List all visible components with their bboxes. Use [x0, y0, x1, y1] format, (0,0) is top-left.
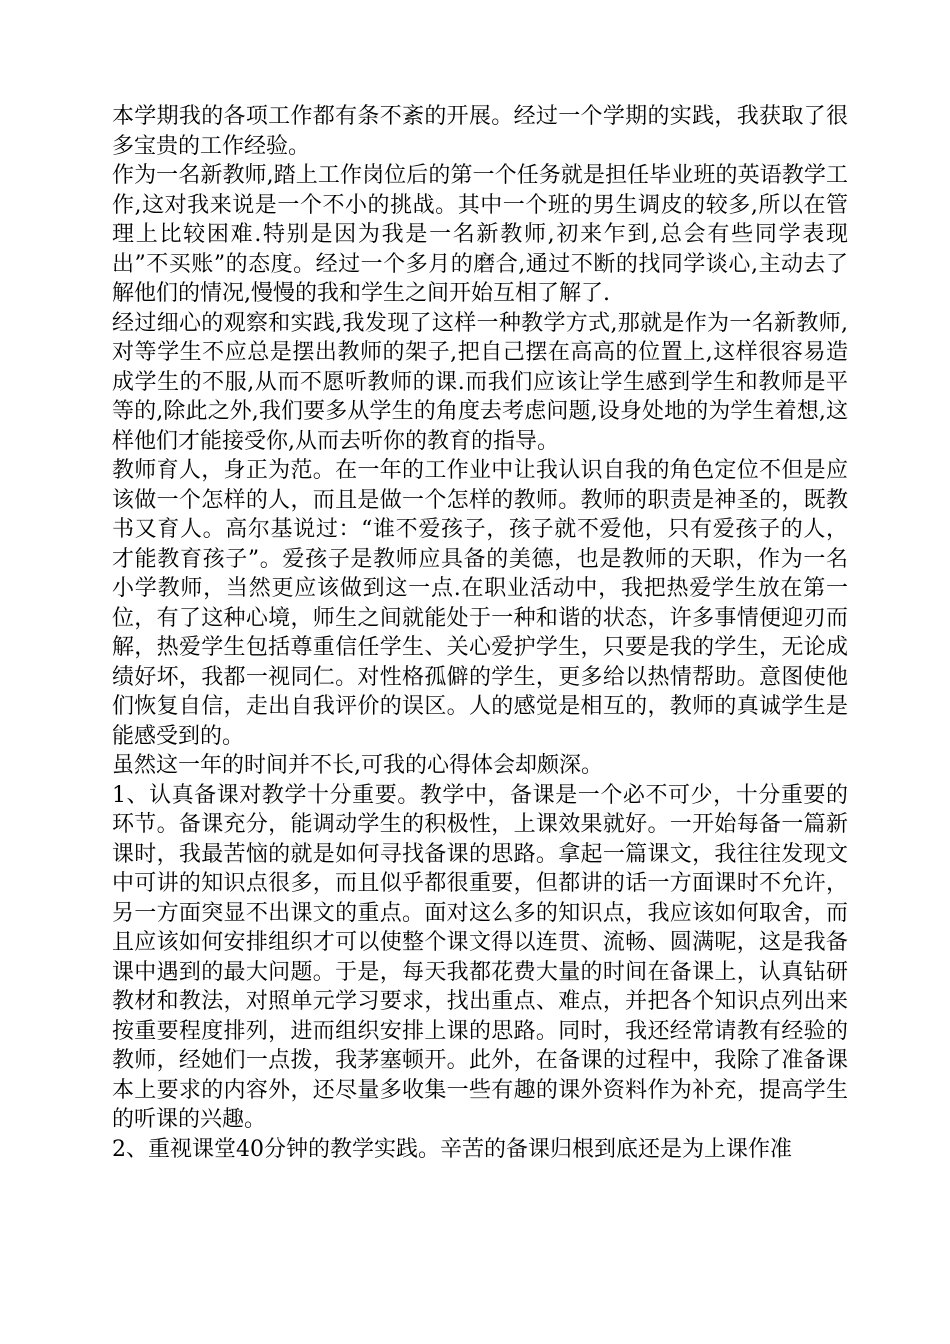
paragraph-teaching-method: 经过细心的观察和实践,我发现了这样一种教学方式,那就是作为一名新教师,对等学生不应总是摆出教师的架子,把自己摆在高高的位置上,这样很容易造成学生的不服,从而不愿听教师的课.而我们应该让学生感到学生和教师是平等的,除此之外,我们要多从学生的角度去考虑问题,设身处地的为学生着想,这样他们才能接受你,从而去听你的教育的指导。: [112, 310, 848, 454]
paragraph-teacher-role: 教师育人，身正为范。在一年的工作业中让我认识自我的角色定位不但是应该做一个怎样的人，而且是做一个怎样的教师。教师的职责是神圣的，既教书又育人。高尔基说过：“谁不爱孩子，孩子就不爱他，只有爱孩子的人，才能教育孩子”。爱孩子是教师应具备的美德，也是教师的天职，作为一名小学教师，当然更应该做到这一点.在职业活动中，我把热爱学生放在第一位，有了这种心境，师生之间就能处于一种和谐的状态，许多事情便迎刃而解，热爱学生包括尊重信任学生、关心爱护学生，只要是我的学生，无论成绩好坏，我都一视同仁。对性格孤僻的学生，更多给以热情帮助。意图使他们恢复自信，走出自我评价的误区。人的感觉是相互的，教师的真诚学生是能感受到的。: [112, 458, 848, 749]
paragraph-point-2: 2、重视课堂40分钟的教学实践。辛苦的备课归根到底还是为上课作准: [112, 1136, 792, 1162]
paragraph-point-1: 1、认真备课对教学十分重要。教学中，备课是一个必不可少，十分重要的环节。备课充分，能调动学生的积极性，上课效果就好。一开始每备一篇新课时，我最苦恼的就是如何寻找备课的思路。拿起一篇课文，我往往发现文中可讲的知识点很多，而且似乎都很重要，但都讲的话一方面课时不允许，另一方面突显不出课文的重点。面对这么多的知识点，我应该如何取舍，而且应该如何安排组织才可以使整个课文得以连贯、流畅、圆满呢，这是我备课中遇到的最大问题。于是，每天我都花费大量的时间在备课上，认真钻研教材和教法，对照单元学习要求，找出重点、难点，并把各个知识点列出来按重要程度排列，进而组织安排上课的思路。同时，我还经常请教有经验的教师，经她们一点拨，我茅塞顿开。此外，在备课的过程中，我除了准备课本上要求的内容外，还尽量多收集一些有趣的课外资料作为补充，提高学生的听课的兴趣。: [112, 782, 848, 1132]
document-body: [112, 102, 848, 1164]
paragraph-reflection: 虽然这一年的时间并不长,可我的心得体会却颇深。: [112, 753, 603, 778]
paragraph-new-teacher: 作为一名新教师,踏上工作岗位后的第一个任务就是担任毕业班的英语教学工作,这对我来说是一个不小的挑战。其中一个班的男生调皮的较多,所以在管理上比较困难.特别是因为我是一名新教师,初来乍到,总会有些同学表现出”不买账”的态度。经过一个多月的磨合,通过不断的找同学谈心,主动去了解他们的情况,慢慢的我和学生之间开始互相了解了.: [112, 163, 848, 306]
paragraph-intro: 本学期我的各项工作都有条不紊的开展。经过一个学期的实践，我获取了很多宝贵的工作经验。: [112, 104, 848, 159]
